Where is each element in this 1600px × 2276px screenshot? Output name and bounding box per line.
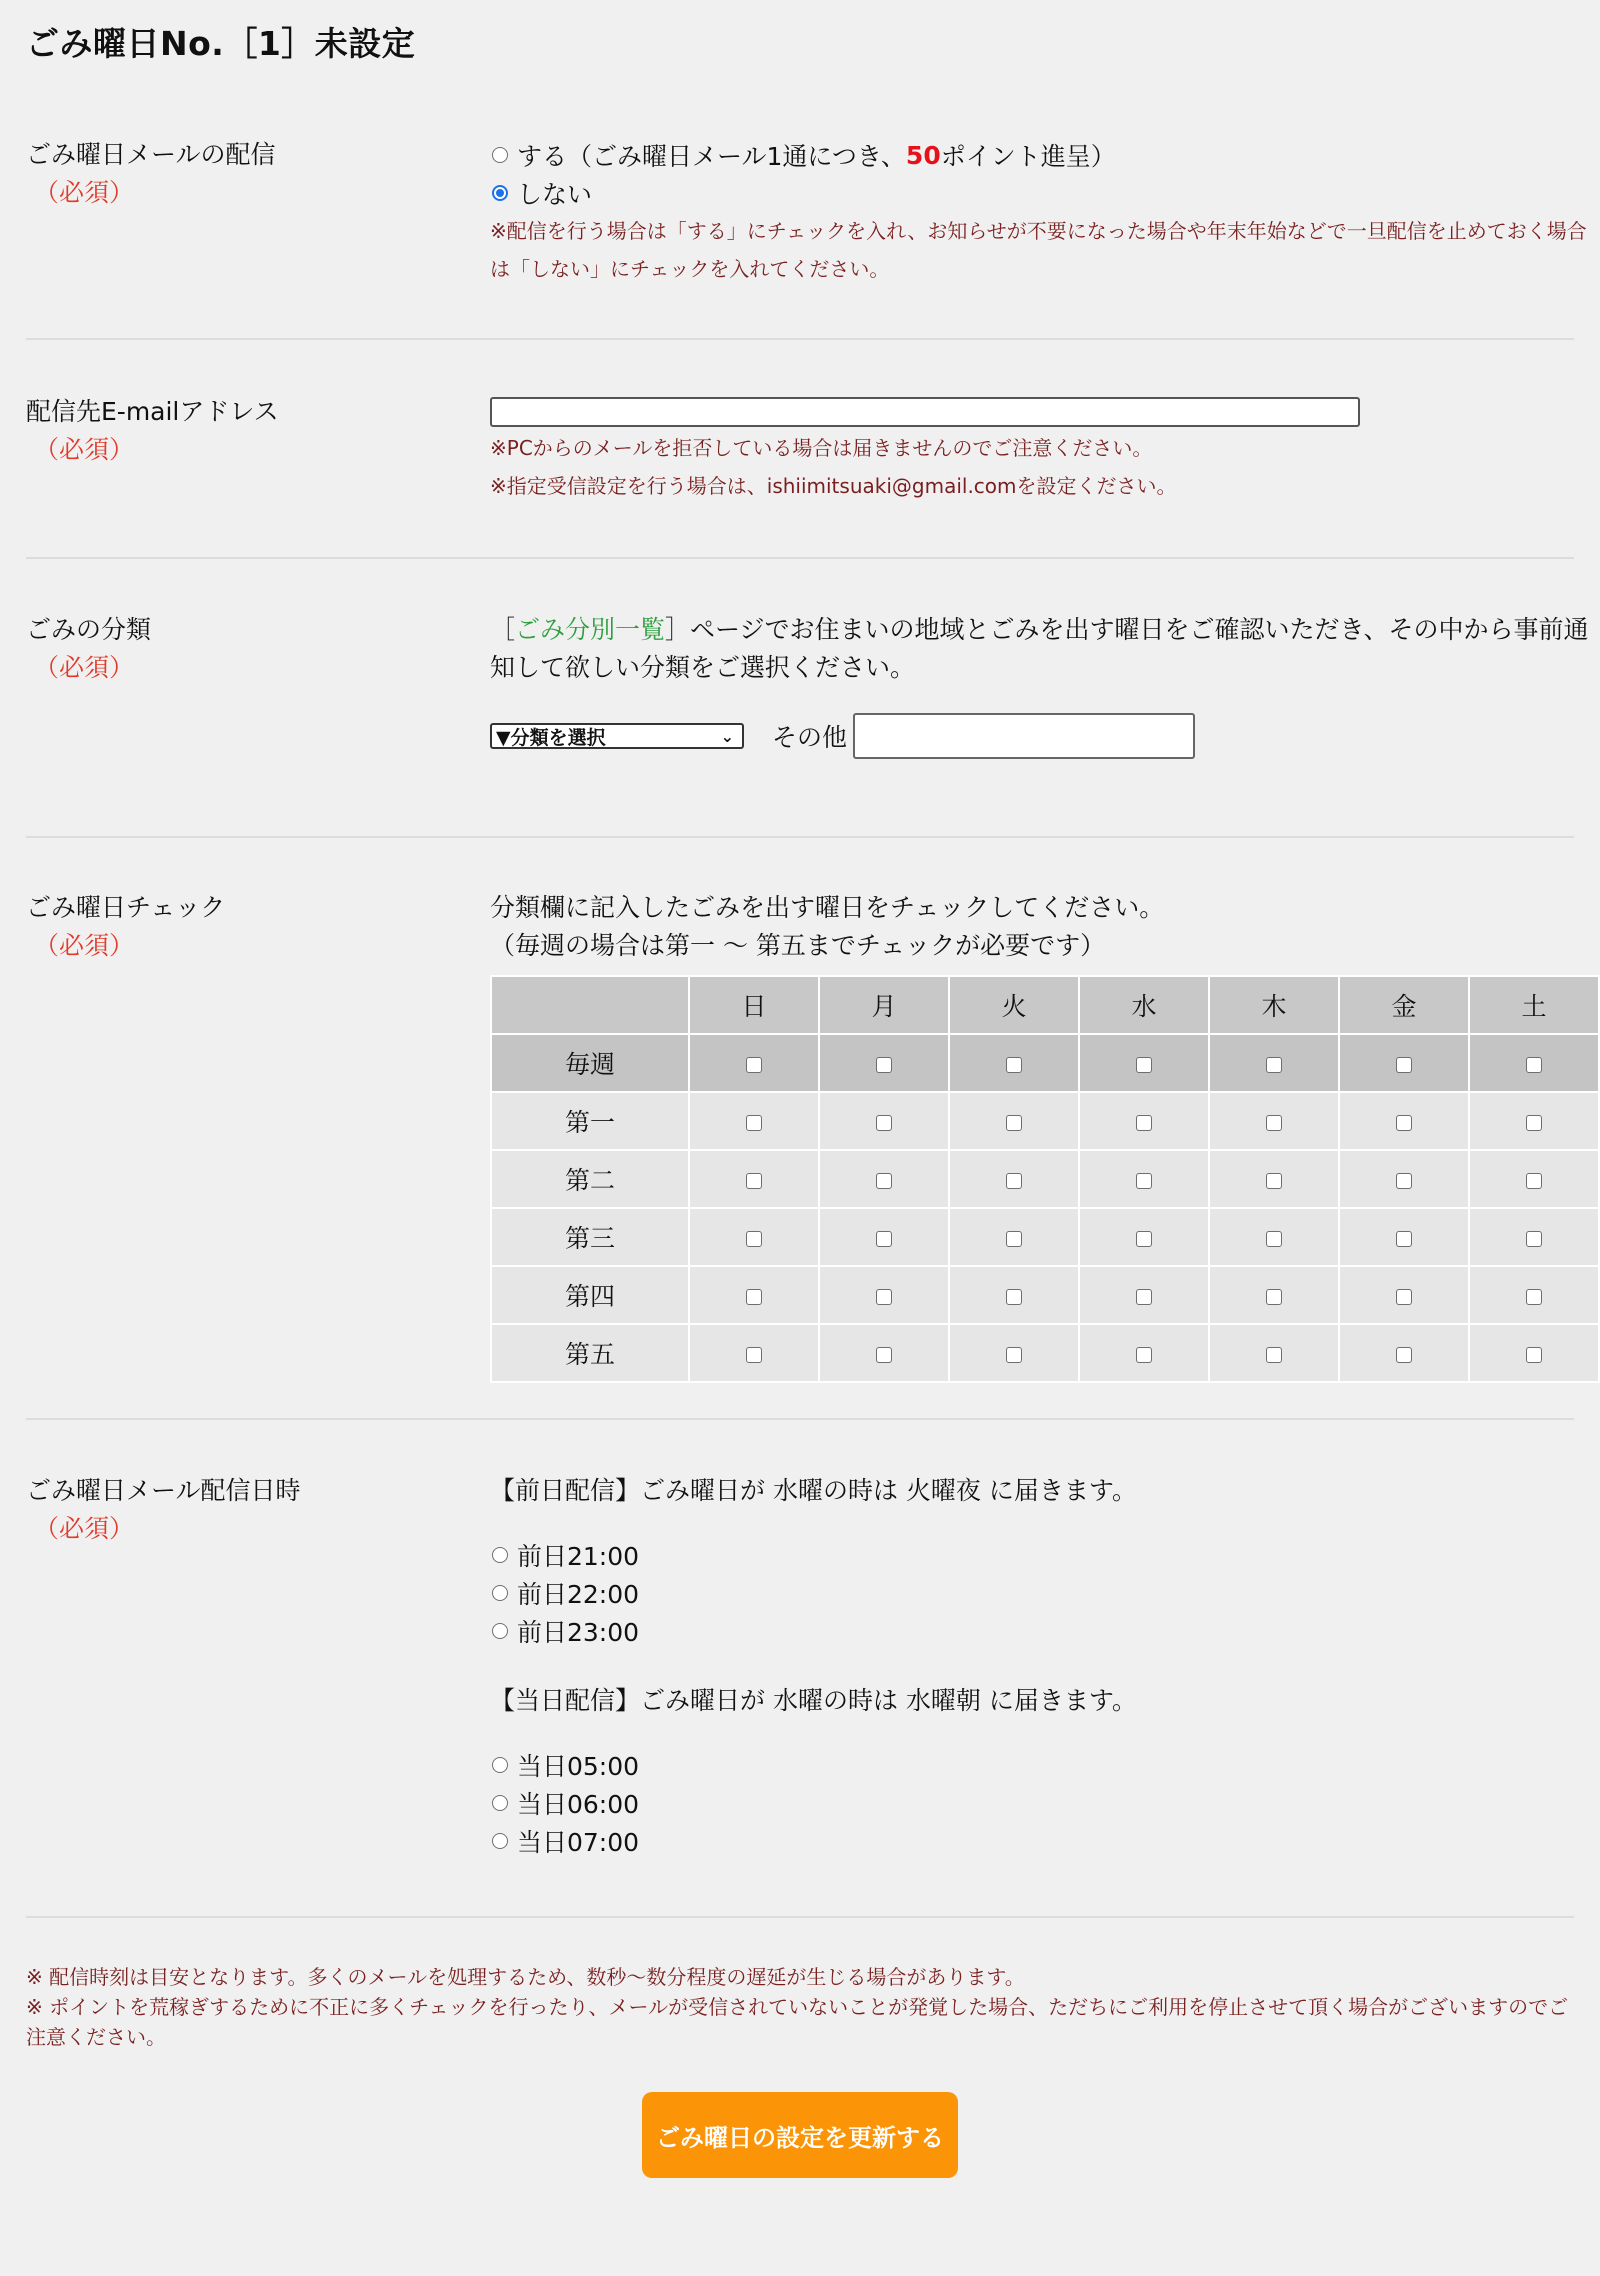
delivery-section xyxy=(26,136,1587,296)
table-cell xyxy=(819,1150,949,1208)
table-corner xyxy=(491,976,689,1034)
day-checkbox[interactable] xyxy=(1266,1115,1282,1131)
table-cell xyxy=(1469,1266,1599,1324)
delivery-option-yes[interactable] xyxy=(490,136,1590,174)
day-checkbox[interactable] xyxy=(876,1347,892,1363)
day-checkbox[interactable] xyxy=(1396,1173,1412,1189)
day-header-wed: 水 xyxy=(1079,976,1209,1034)
email-note-2: ※指定受信設定を行う場合は、ishiimitsuaki@gmail.comを設定ください。 xyxy=(490,474,1177,498)
table-cell xyxy=(1469,1092,1599,1150)
table-cell xyxy=(1079,1266,1209,1324)
day-checkbox[interactable] xyxy=(1526,1173,1542,1189)
time-option-label: 当日07:00 xyxy=(517,1828,640,1857)
same-day-heading: 【当日配信】ごみ曜日が 水曜の時は 水曜朝 に届きます。 xyxy=(490,1686,1137,1715)
table-cell xyxy=(949,1034,1079,1092)
day-checkbox[interactable] xyxy=(1526,1289,1542,1305)
table-cell xyxy=(1339,1092,1469,1150)
footnote: ※ ポイントを荒稼ぎするために不正に多くチェックを行ったり、メールが受信されていないことが発覚した場合、ただちにご利用を停止させて頂く場合がございますのでご注意ください。 xyxy=(26,1995,1569,2049)
table-cell xyxy=(1469,1324,1599,1382)
day-check-section xyxy=(26,889,1574,1369)
table-row xyxy=(491,1324,1599,1382)
category-description-text: ページでお住まいの地域とごみを出す曜日をご確認いただき、その中から事前通知して欲しい分類をご選択ください。 xyxy=(490,615,1589,682)
day-checkbox[interactable] xyxy=(876,1115,892,1131)
table-cell xyxy=(949,1324,1079,1382)
day-checkbox[interactable] xyxy=(746,1231,762,1247)
row-label: 第五 xyxy=(491,1324,689,1382)
time-radio[interactable] xyxy=(492,1833,508,1849)
day-checkbox[interactable] xyxy=(1266,1231,1282,1247)
table-cell xyxy=(689,1208,819,1266)
day-checkbox[interactable] xyxy=(1006,1057,1022,1073)
day-checkbox[interactable] xyxy=(1266,1347,1282,1363)
other-input[interactable] xyxy=(853,713,1195,759)
category-select-row xyxy=(490,713,1590,759)
table-cell xyxy=(1339,1266,1469,1324)
table-row xyxy=(491,1092,1599,1150)
table-cell xyxy=(1469,1208,1599,1266)
table-cell xyxy=(1469,1034,1599,1092)
category-select-value: ▼分類を選択 xyxy=(496,726,606,749)
table-cell xyxy=(1469,1150,1599,1208)
delivery-no-label: しない xyxy=(517,180,593,209)
divider xyxy=(26,1418,1574,1420)
table-cell xyxy=(689,1034,819,1092)
day-checkbox[interactable] xyxy=(876,1289,892,1305)
day-checkbox[interactable] xyxy=(1136,1231,1152,1247)
time-option-label: 当日06:00 xyxy=(517,1790,640,1819)
time-radio[interactable] xyxy=(492,1585,508,1601)
row-label: 第一 xyxy=(491,1092,689,1150)
day-checkbox[interactable] xyxy=(1006,1231,1022,1247)
delivery-options xyxy=(490,136,1590,288)
required-label: （必須） xyxy=(34,931,135,960)
delivery-yes-radio[interactable] xyxy=(492,147,508,163)
day-checkbox[interactable] xyxy=(746,1115,762,1131)
day-checkbox[interactable] xyxy=(746,1289,762,1305)
bracket-open: ［ xyxy=(490,615,516,644)
time-radio[interactable] xyxy=(492,1547,508,1563)
day-checkbox[interactable] xyxy=(876,1231,892,1247)
day-checkbox[interactable] xyxy=(1526,1231,1542,1247)
email-label: 配信先E-mailアドレス xyxy=(26,397,279,426)
time-radio[interactable] xyxy=(492,1757,508,1773)
footnote: ※ 配信時刻は目安となります。多くのメールを処理するため、数秒〜数分程度の遅延が生じる場合があります。 xyxy=(26,1965,1025,1989)
day-checkbox[interactable] xyxy=(1526,1115,1542,1131)
table-cell xyxy=(949,1208,1079,1266)
time-option[interactable] xyxy=(490,1746,1590,1784)
day-header-row xyxy=(491,976,1599,1034)
table-cell xyxy=(1209,1208,1339,1266)
day-header-mon: 月 xyxy=(819,976,949,1034)
table-cell xyxy=(1079,1150,1209,1208)
footnotes xyxy=(26,1962,1574,2052)
delivery-time-section xyxy=(26,1472,1574,1872)
table-cell xyxy=(689,1266,819,1324)
day-checkbox[interactable] xyxy=(746,1347,762,1363)
day-header-fri: 金 xyxy=(1339,976,1469,1034)
bracket-close: ］ xyxy=(665,615,691,644)
day-header-thu: 木 xyxy=(1209,976,1339,1034)
day-check-instruction-2: （毎週の場合は第一 〜 第五までチェックが必要です） xyxy=(490,931,1106,960)
delivery-no-radio[interactable] xyxy=(492,185,508,201)
table-cell xyxy=(1339,1208,1469,1266)
row-label: 第三 xyxy=(491,1208,689,1266)
delivery-note: ※配信を行う場合は「する」にチェックを入れ、お知らせが不要になった場合や年末年始などで一旦配信を止めておく場合は「しない」にチェックを入れてください。 xyxy=(490,219,1587,281)
day-checkbox[interactable] xyxy=(746,1057,762,1073)
email-field[interactable] xyxy=(490,397,1360,427)
table-cell xyxy=(1079,1324,1209,1382)
update-settings-button[interactable]: ごみ曜日の設定を更新する xyxy=(642,2092,958,2178)
table-row xyxy=(491,1208,1599,1266)
day-check-label: ごみ曜日チェック xyxy=(26,893,226,922)
table-cell xyxy=(689,1324,819,1382)
table-cell xyxy=(819,1266,949,1324)
table-cell xyxy=(1209,1266,1339,1324)
table-cell xyxy=(949,1150,1079,1208)
table-cell xyxy=(1209,1034,1339,1092)
divider xyxy=(26,338,1574,340)
day-checkbox[interactable] xyxy=(1006,1289,1022,1305)
category-label: ごみの分類 xyxy=(26,615,152,644)
table-row xyxy=(491,1150,1599,1208)
category-section xyxy=(26,611,1589,771)
day-checkbox[interactable] xyxy=(1006,1347,1022,1363)
day-checkbox[interactable] xyxy=(1006,1173,1022,1189)
other-label: その他 xyxy=(772,723,848,752)
table-cell xyxy=(689,1150,819,1208)
table-cell xyxy=(819,1092,949,1150)
day-check-table xyxy=(490,975,1600,1383)
table-cell xyxy=(1339,1150,1469,1208)
day-header-tue: 火 xyxy=(949,976,1079,1034)
required-label: （必須） xyxy=(34,653,135,682)
table-cell xyxy=(1079,1092,1209,1150)
table-cell xyxy=(1209,1150,1339,1208)
table-cell xyxy=(819,1034,949,1092)
time-option-label: 前日22:00 xyxy=(517,1580,640,1609)
day-checkbox[interactable] xyxy=(876,1173,892,1189)
day-checkbox[interactable] xyxy=(1136,1115,1152,1131)
day-checkbox[interactable] xyxy=(1396,1115,1412,1131)
email-section xyxy=(26,393,1574,513)
row-label: 第二 xyxy=(491,1150,689,1208)
delivery-label: ごみ曜日メールの配信 xyxy=(26,140,276,169)
page-title: ごみ曜日No.［1］未設定 xyxy=(26,24,416,63)
day-checkbox[interactable] xyxy=(1136,1057,1152,1073)
time-option-label: 当日05:00 xyxy=(517,1752,640,1781)
day-checkbox[interactable] xyxy=(876,1057,892,1073)
garbage-list-link[interactable]: ごみ分別一覧 xyxy=(515,615,666,644)
delivery-time-label: ごみ曜日メール配信日時 xyxy=(26,1476,301,1505)
prev-day-heading: 【前日配信】ごみ曜日が 水曜の時は 火曜夜 に届きます。 xyxy=(490,1476,1137,1505)
day-checkbox[interactable] xyxy=(1526,1347,1542,1363)
category-content xyxy=(490,611,1590,759)
table-cell xyxy=(1209,1092,1339,1150)
table-cell xyxy=(1079,1034,1209,1092)
day-checkbox[interactable] xyxy=(1136,1289,1152,1305)
day-header-sat: 土 xyxy=(1469,976,1599,1034)
day-checkbox[interactable] xyxy=(1526,1057,1542,1073)
required-label: （必須） xyxy=(34,1514,135,1543)
table-row xyxy=(491,1034,1599,1092)
time-option[interactable] xyxy=(490,1536,1590,1574)
delivery-time-content xyxy=(490,1472,1590,1860)
table-cell xyxy=(1339,1034,1469,1092)
email-content xyxy=(490,397,1590,505)
row-label: 毎週 xyxy=(491,1034,689,1092)
time-option-label: 前日23:00 xyxy=(517,1618,640,1647)
day-check-content xyxy=(490,889,1600,1383)
points-value: 50 xyxy=(905,140,941,170)
day-checkbox[interactable] xyxy=(746,1173,762,1189)
day-checkbox[interactable] xyxy=(1396,1231,1412,1247)
time-radio[interactable] xyxy=(492,1795,508,1811)
table-cell xyxy=(949,1266,1079,1324)
time-radio[interactable] xyxy=(492,1623,508,1639)
day-checkbox[interactable] xyxy=(1266,1057,1282,1073)
day-checkbox[interactable] xyxy=(1266,1289,1282,1305)
day-checkbox[interactable] xyxy=(1266,1173,1282,1189)
table-cell xyxy=(949,1092,1079,1150)
table-cell xyxy=(689,1092,819,1150)
day-checkbox[interactable] xyxy=(1396,1057,1412,1073)
table-cell xyxy=(1079,1208,1209,1266)
delivery-option-no[interactable] xyxy=(490,174,1590,212)
chevron-down-icon: ⌄ xyxy=(720,726,734,746)
divider xyxy=(26,1916,1574,1918)
day-checkbox[interactable] xyxy=(1396,1289,1412,1305)
category-select[interactable] xyxy=(490,723,744,749)
category-description xyxy=(490,611,1600,687)
table-cell xyxy=(1209,1324,1339,1382)
day-checkbox[interactable] xyxy=(1136,1173,1152,1189)
table-row xyxy=(491,1266,1599,1324)
time-option[interactable] xyxy=(490,1612,1590,1650)
day-checkbox[interactable] xyxy=(1136,1347,1152,1363)
day-check-instruction-1: 分類欄に記入したごみを出す曜日をチェックしてください。 xyxy=(490,893,1165,922)
day-header-sun: 日 xyxy=(689,976,819,1034)
day-checkbox[interactable] xyxy=(1006,1115,1022,1131)
time-option[interactable] xyxy=(490,1574,1590,1612)
divider xyxy=(26,557,1574,559)
row-label: 第四 xyxy=(491,1266,689,1324)
day-checkbox[interactable] xyxy=(1396,1347,1412,1363)
email-note-1: ※PCからのメールを拒否している場合は届きませんのでご注意ください。 xyxy=(490,436,1153,460)
table-cell xyxy=(819,1324,949,1382)
table-cell xyxy=(1339,1324,1469,1382)
time-option-label: 前日21:00 xyxy=(517,1542,640,1571)
required-label: （必須） xyxy=(34,435,135,464)
time-option[interactable] xyxy=(490,1784,1590,1822)
divider xyxy=(26,836,1574,838)
required-label: （必須） xyxy=(34,178,135,207)
delivery-yes-prefix: する（ごみ曜日メール1通につき、 xyxy=(517,142,906,171)
table-cell xyxy=(819,1208,949,1266)
time-option[interactable] xyxy=(490,1822,1590,1860)
delivery-yes-suffix: ポイント進呈） xyxy=(940,142,1116,171)
